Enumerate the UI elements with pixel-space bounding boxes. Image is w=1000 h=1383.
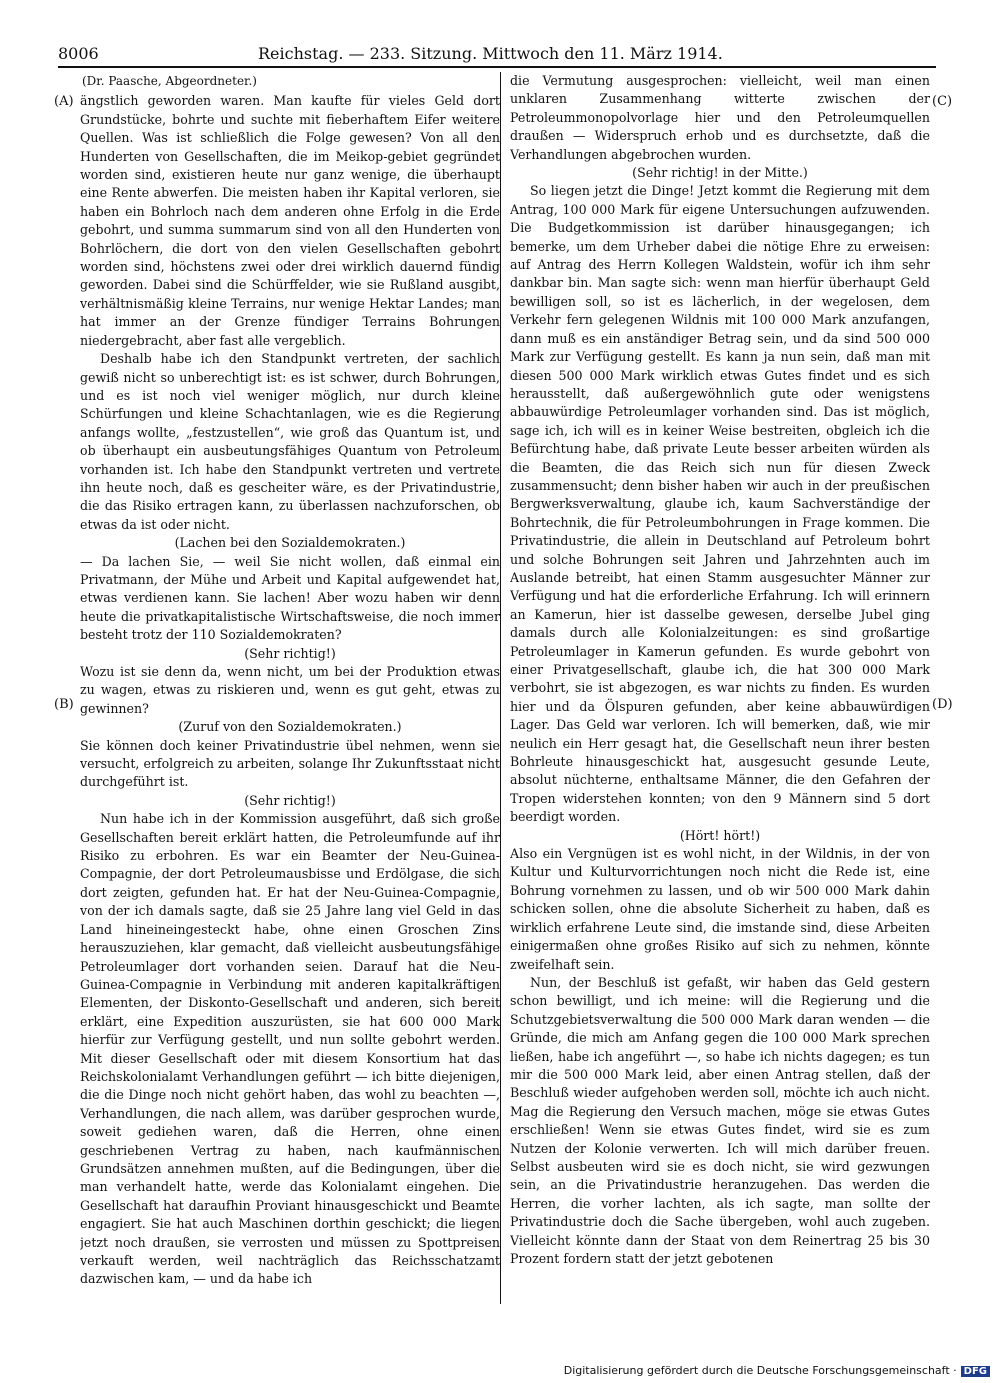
- margin-mark-a: (A): [54, 94, 74, 109]
- footer-text: Digitalisierung gefördert durch die Deutsche Forschungsgemeinschaft ·: [563, 1364, 957, 1377]
- running-title: Reichstag. — 233. Sitzung. Mittwoch den 11. März 1914.: [258, 44, 723, 63]
- speaker-label: (Dr. Paasche, Abgeordneter.): [82, 74, 257, 88]
- interjection: (Hört! hört!): [679, 827, 761, 843]
- paragraph: Nun habe ich in der Kommission ausgeführt, daß sich große Gesellschaften bereit erklärt hatten, die Petroleumfunde auf ihr Risiko zu erbohren. Es war ein Beamter der Neu-Guinea-Compagnie, der dort Petroleumausbisse und Erdölgase, die sich dort zeigten, gefunden hat. Er hat der Neu-Guinea-Compagnie, von der ich damals sagte, daß sie 25 Jahre lang viel Geld in das Land hineineingesteckt habe, ohne einen Groschen Zins herauszuziehen, klar gemacht, daß vielleicht ausbeutungsfähige Petroleumlager dort vorhanden seien. Darauf hat die Neu-Guinea-Compagnie in Verbindung mit anderen kapitalkräftigen Elementen, der Diskonto-Gesellschaft und anderen, sich bereit erklärt, eine Expedition auszurüsten, sie hat 600 000 Mark hierfür zur Verfügung gestellt, und nun sollte gebohrt werden. Mit dieser Gesellschaft oder mit diesem Konsortium hat das Reichskolonialamt Verhandlungen geführt — ich bitte diejenigen, die die Dinge noch nicht gehört haben, das wohl zu beachten —, Verhandlungen, die nach allem, was darüber gesprochen wurde, soweit gediehen waren, daß die Herren, ohne einen geschriebenen Vertrag zu haben, nach kaufmännischen Grundsätzen annehmen mußten, auf die Bedingungen, über die man verhandelt hatte, werde das Kolonialamt eingehen. Die Gesellschaft hat daraufhin Proviant hinausgeschickt und Beamte engagiert. Sie hat auch Maschinen dorthin geschickt; die liegen jetzt noch draußen, sie verrosten und müssen zu Spottpreisen verkauft werden, weil nachträglich das Reichsschatzamt dazwischen kam, — und da habe ich: [80, 811, 500, 1287]
- paragraph: ängstlich geworden waren. Man kaufte für vieles Geld dort Grundstücke, bohrte und suchte mit fieberhaftem Eifer weitere Quellen. Was ist schließlich die Folge gewesen? Von all den Hunderten von Gesellschaften, die im Meikop-gebiet gegründet worden sind, existieren heute nur ganz wenige, die überhaupt eine Rente abwerfen. Die meisten haben ihr Kapital verloren, sie haben ein Bohrloch nach dem anderen ohne Erfolg in die Erde gebohrt, und summa summarum sind von all den Hunderten von Bohrlöchern, die dort von den vielen Gesellschaften gebohrt worden sind, höchstens zwei oder drei wirklich dauernd fündig geworden. Dabei sind die Schürffelder, wie sie Rußland ausgibt, verhältnismäßig kleine Terrains, nur wenige Hektar Landes; man hat immer an der Grenze fündiger Terrains Bohrungen niedergebracht, aber fast alle vergeblich.: [80, 93, 500, 348]
- left-paragraphs: [80, 92, 500, 1288]
- interjection: (Sehr richtig!): [244, 645, 336, 661]
- footer: [560, 1364, 990, 1377]
- page-header: [58, 44, 936, 68]
- right-paragraphs: [510, 72, 930, 1268]
- paragraph: Also ein Vergnügen ist es wohl nicht, in der Wildnis, in der von Kultur und Kulturvorrichtungen noch nicht die Rede ist, eine Bohrung vornehmen zu lassen, und ob wir 500 000 Mark dahin schicken sollen, ohne die absolute Sicherheit zu haben, daß es wirklich erfahrene Leute sind, die imstande sind, diese Arbeiten einigermaßen ohne großes Risiko auf sich zu nehmen, könnte zweifelhaft sein.: [510, 846, 930, 972]
- paragraph: Deshalb habe ich den Standpunkt vertreten, der sachlich gewiß nicht so unberechtigt ist: es ist schwer, durch Bohrungen, und es ist noch viel weniger möglich, nur durch kleine Schürfungen und kleine Schachtanlagen, wie es die Regierung anfangs wollte, „festzustellen“, wie groß das Quantum ist, und ob überhaupt ein ausbeutungsfähiges Quantum von Petroleum vorhanden ist. Ich habe den Standpunkt vertreten und vertrete ihn heute noch, daß es gescheiter wäre, es der Privatindustrie, die das Risiko ertragen kann, zu überlassen nachzuforschen, ob etwas da ist oder nicht.: [80, 351, 500, 532]
- margin-mark-d: (D): [932, 697, 953, 712]
- margin-mark-b: (B): [54, 697, 74, 712]
- paragraph: Nun, der Beschluß ist gefaßt, wir haben das Geld gestern schon bewilligt, und ich meine: will die Regierung und die Schutzgebietsverwaltung die 500 000 Mark daran wenden — die Gründe, die mich am Anfang gegen die 100 000 Mark sprechen ließen, habe ich angeführt —, so habe ich nichts dagegen; es tun mir die 500 000 Mark leid, aber einen Antrag stellen, daß der Beschluß wieder aufgehoben werden soll, möchte ich auch nicht. Mag die Regierung den Versuch machen, möge sie etwas Gutes erschließen! Wenn sie etwas Gutes findet, wird sie es zum Nutzen der Kolonie verwerten. Ich will mich darüber freuen. Selbst ausbeuten wird sie es doch nicht, sie wird gezwungen sein, an die Privatindustrie heranzugehen. Das werden die Herren, die vorher lachten, als ich sagte, man sollte der Privatindustrie doch die Sache übergeben, wohl auch zugeben. Vielleicht könnte dann der Staat von dem Reinertrag 25 bis 30 Prozent fordern statt der jetzt gebotenen: [510, 974, 930, 1266]
- page-number: 8006: [58, 44, 99, 63]
- interjection: (Sehr richtig! in der Mitte.): [632, 165, 808, 181]
- paragraph: Sie können doch keiner Privatindustrie übel nehmen, wenn sie versucht, erfolgreich zu arbeiten, solange Ihr Zukunftsstaat nicht durchgeführt ist.: [80, 737, 500, 790]
- margin-mark-c: (C): [932, 94, 953, 109]
- interjection: (Zuruf von den Sozialdemokraten.): [178, 719, 402, 735]
- paragraph: So liegen jetzt die Dinge! Jetzt kommt die Regierung mit dem Antrag, 100 000 Mark für eigene Untersuchungen aufzuwenden. Die Budgetkommission ist darüber hinausgegangen; ich bemerke, um dem Urheber dabei die nötige Ehre zu erweisen: auf Antrag des Herrn Kollegen Waldstein, wofür ich ihm sehr dankbar bin. Man sagte sich: wenn man hierfür überhaupt Geld bewilligen soll, so ist es lächerlich, in der wegelosen, dem Verkehr fern gelegenen Wildnis mit 100 000 Mark anzufangen, dann muß es ein anständiger Betrag sein, und da sind 500 000 Mark zur Verfügung gestellt. Es kann ja nun sein, daß man mit diesen 500 000 Mark wirklich etwas Gutes findet und es sich herausstellt, daß außergewöhnlich gute oder wenigstens abbauwürdige Petroleumlager vorhanden sind. Das ist möglich, sage ich, ich will es in keiner Weise bestreiten, obgleich ich die Befürchtung habe, daß private Leute besser arbeiten würden als die Beamten, die das Reich sich nun für diesen Zweck zusammensucht; denn bisher haben wir auch in der preußischen Bergwerksverwaltung, glaube ich, kaum Sachverständige der Bohrtechnik, die für Petroleumbohrungen in Frage kommen. Die Privatindustrie, die allein in Deutschland auf Petroleum bohrt und solche Bohrungen seit Jahren und Jahrzehnten auch im Auslande betreibt, hat einen Stamm ausgesuchter Männer zur Verfügung und hat die erforderliche Erfahrung. Ich will erinnern an Kamerun, hier ist dasselbe gewesen, derselbe Jubel ging damals durch alle Kolonialzeitungen: es sind großartige Petroleumlager in Kamerun gefunden. Es wurde gebohrt von einer Privatgesellschaft, glaube ich, die hat 300 000 Mark verbohrt, sie ist abgezogen, es war nichts zu finden. Es wurden hier und da Ölspuren gefunden, aber keine abbauwürdigen Lager. Das Geld war verloren. Ich will bemerken, daß, wie mir neulich ein Herr gesagt hat, die Gesellschaft neun ihrer besten Bohrleute hinausgeschickt hat, ausgesucht gesunde Leute, absolut nüchterne, enthaltsame Männer, die den Gefahren der Tropen widerstehen konnten; von den 9 Männern sind 5 dort beerdigt worden.: [510, 183, 930, 825]
- paragraph: — Da lachen Sie, — weil Sie nicht wollen, daß einmal ein Privatmann, der Mühe und Arbeit und Kapital aufgewendet hat, etwas verdienen kann. Sie lachen! Aber wozu haben wir denn heute die privatkapitalistische Wirtschaftsweise, die noch immer besteht trotz der 110 Sozialdemokraten?: [80, 553, 500, 643]
- column-divider: [500, 72, 501, 1304]
- left-column: [80, 72, 500, 1304]
- paragraph: Wozu ist sie denn da, wenn nicht, um bei der Produktion etwas zu wagen, etwas zu riskieren und, wenn es gut geht, etwas zu gewinnen?: [80, 664, 500, 716]
- interjection: (Lachen bei den Sozialdemokraten.): [174, 535, 406, 551]
- dfg-logo: DFG: [961, 1366, 990, 1377]
- right-column: [510, 72, 930, 1304]
- header-rule: [58, 66, 936, 68]
- paragraph: die Vermutung ausgesprochen: vielleicht, weil man einen unklaren Zusammenhang witterte zwischen der Petroleummonopolvorlage hier und den Petroleumquellen draußen — Widerspruch erhob und es durchsetzte, daß die Verhandlungen abgebrochen wurden.: [510, 73, 930, 162]
- interjection: (Sehr richtig!): [244, 792, 336, 808]
